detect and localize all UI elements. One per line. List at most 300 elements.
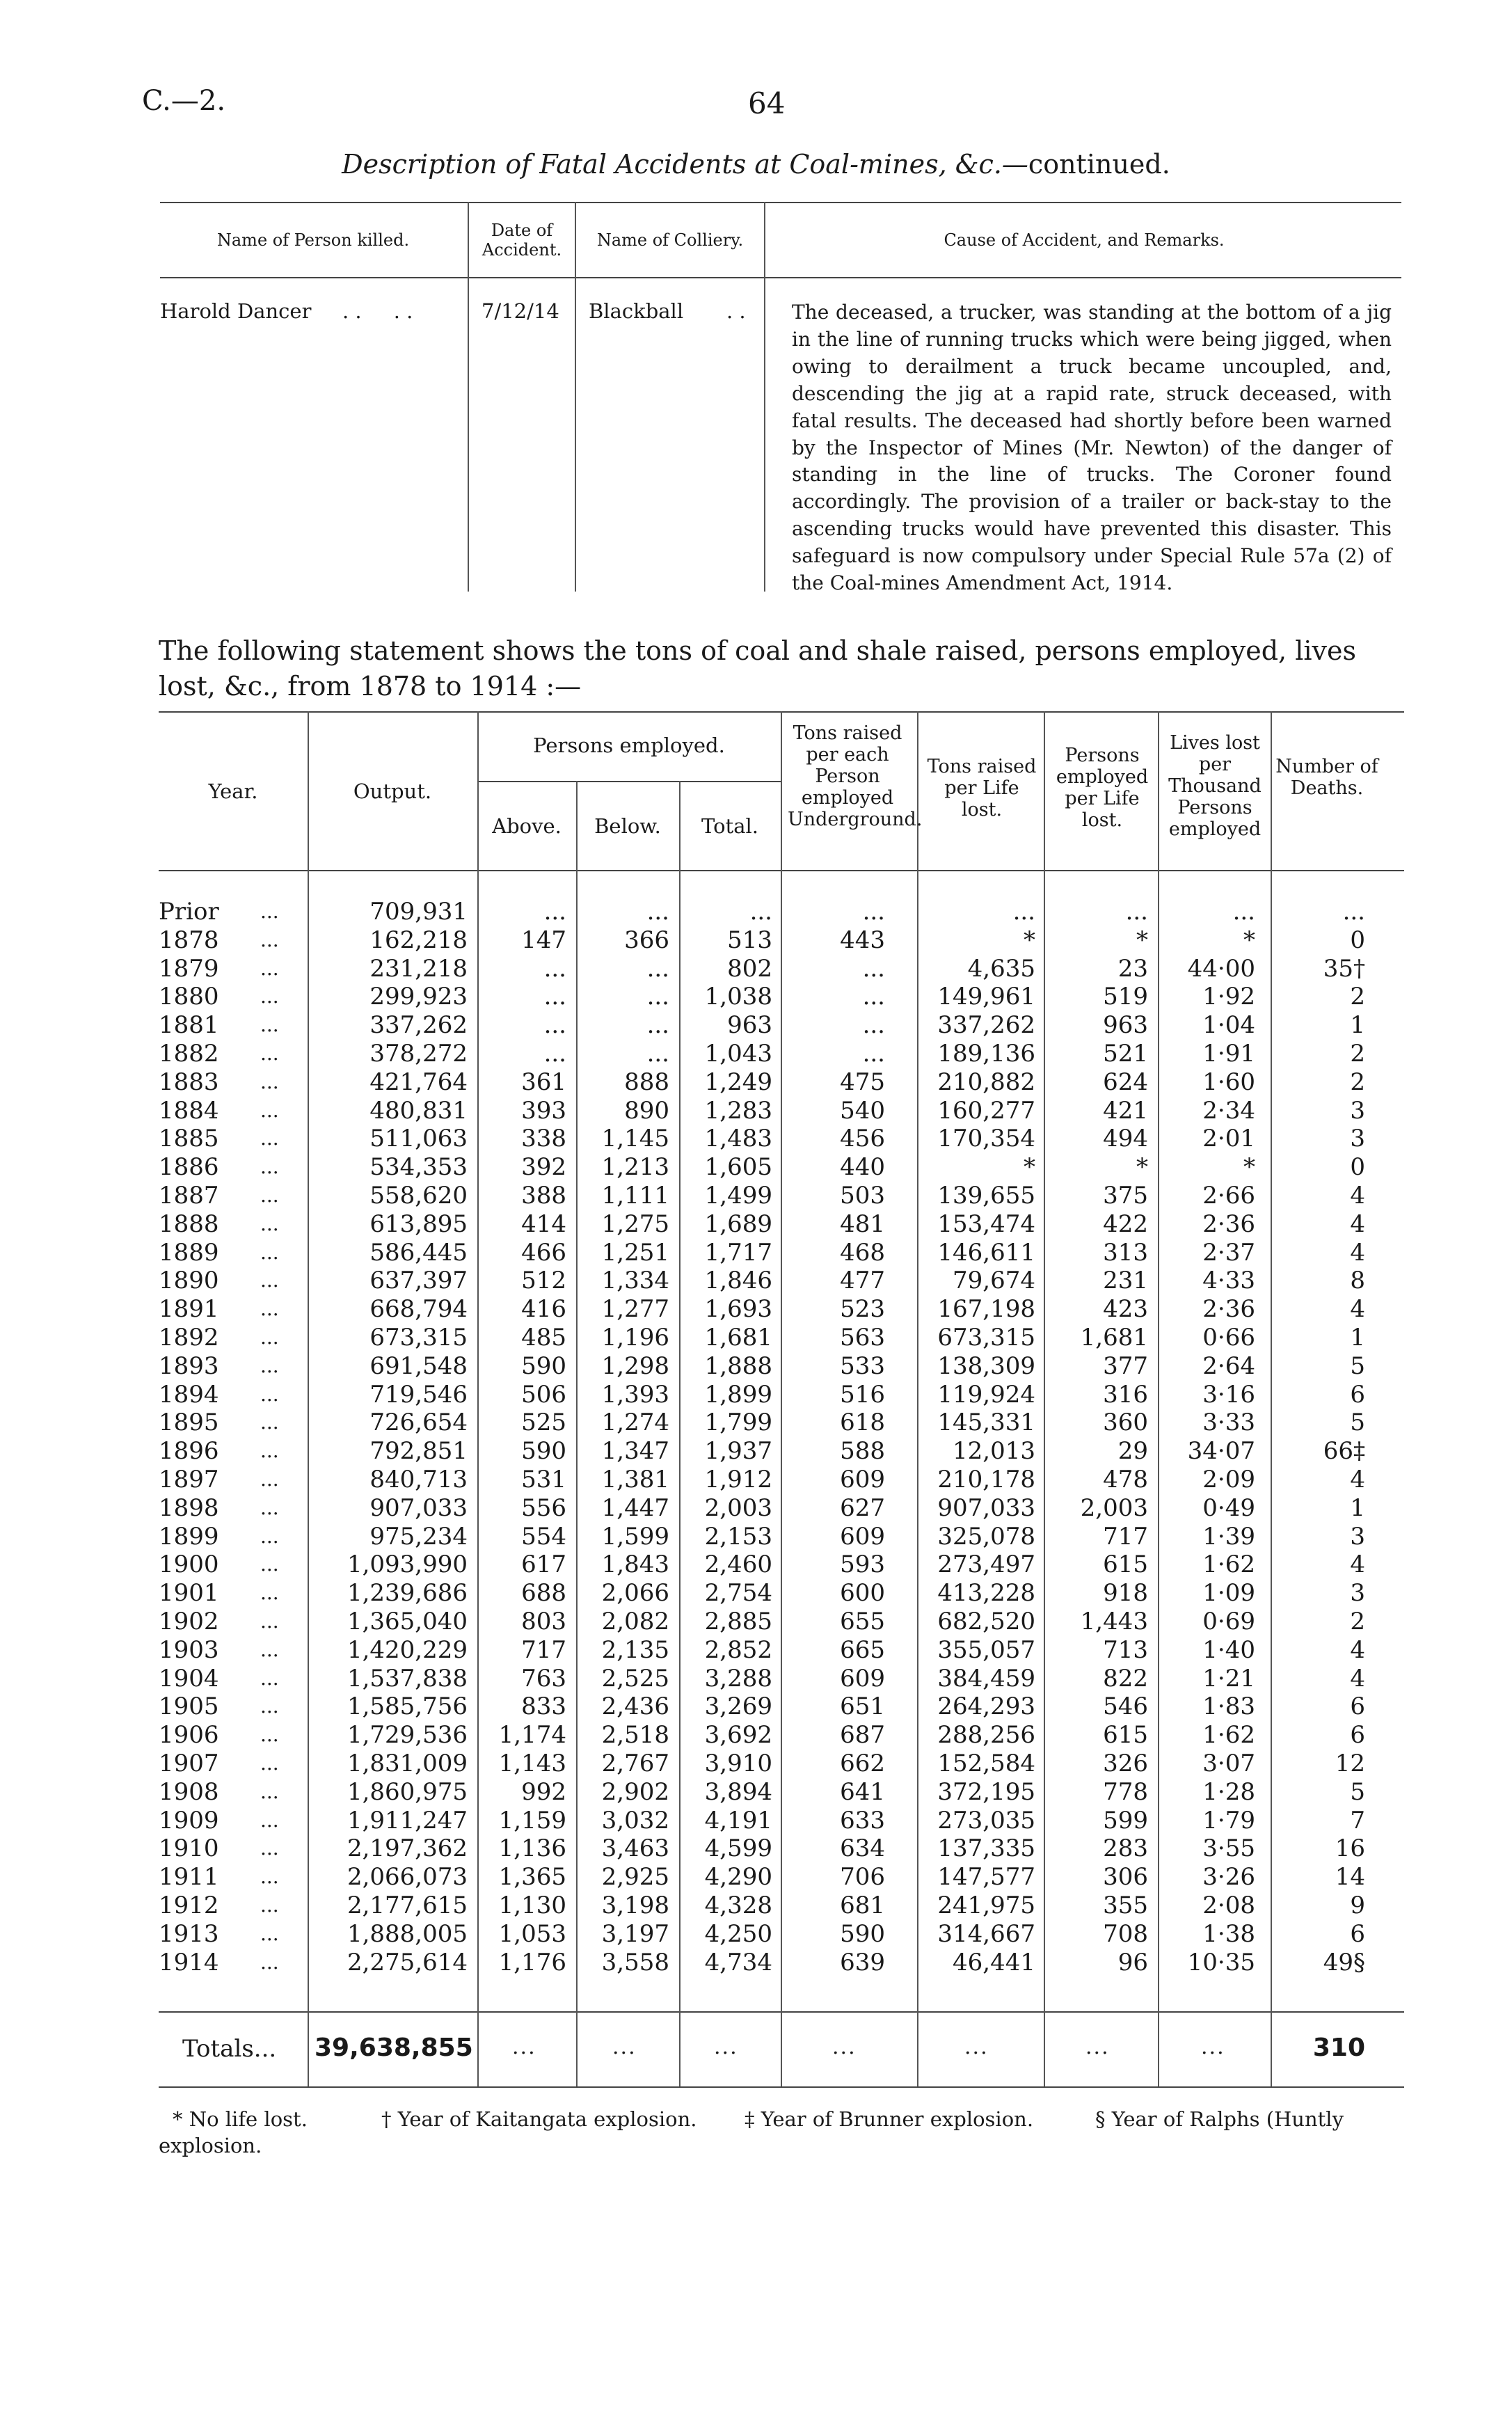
persons-per-life-cell: 546 xyxy=(1103,1693,1148,1721)
total-cell: 4,191 xyxy=(704,1806,772,1834)
lives-per-thousand-cell: 1·39 xyxy=(1202,1522,1255,1551)
output-cell: 534,353 xyxy=(369,1153,468,1182)
page-title xyxy=(0,149,1512,180)
colliery-leader-dots: . . xyxy=(726,299,746,323)
footnote-ralphs-cont: explosion. xyxy=(159,2134,262,2157)
above-cell: ... xyxy=(543,898,566,926)
tons-per-person-cell: 609 xyxy=(840,1664,885,1693)
year-cell: 1903 xyxy=(159,1635,219,1664)
year-leader-dots: ... xyxy=(260,1837,279,1860)
tons-per-life-cell: 46,441 xyxy=(953,1948,1035,1976)
lives-per-thousand-cell: 2·36 xyxy=(1202,1210,1255,1238)
persons-per-life-cell: 494 xyxy=(1103,1125,1148,1153)
tons-per-life-cell: 325,078 xyxy=(937,1522,1035,1551)
year-cell: 1907 xyxy=(159,1750,219,1777)
tons-per-person-cell: ... xyxy=(862,983,885,1011)
tons-per-life-cell: 413,228 xyxy=(937,1579,1035,1608)
total-cell: 1,038 xyxy=(704,983,772,1011)
year-cell: Prior xyxy=(159,898,219,926)
tons-per-life-cell: 384,459 xyxy=(937,1664,1035,1693)
lives-per-thousand-cell: 2·36 xyxy=(1202,1295,1255,1324)
above-cell: 1,130 xyxy=(498,1892,566,1919)
tons-per-person-cell: ... xyxy=(862,954,885,983)
title-main: Description of Fatal Accidents at Coal-mines, &c.— xyxy=(342,149,1028,180)
year-leader-dots: ... xyxy=(260,1439,279,1463)
persons-per-life-cell: 316 xyxy=(1103,1380,1148,1409)
tons-per-life-cell: 79,674 xyxy=(953,1267,1035,1295)
total-cell: 2,460 xyxy=(704,1551,772,1579)
year-cell: 1899 xyxy=(159,1522,219,1551)
tons-per-life-cell: 288,256 xyxy=(937,1721,1035,1750)
lives-per-thousand-cell: 2·37 xyxy=(1202,1238,1255,1267)
tons-per-person-cell: 533 xyxy=(840,1352,885,1380)
output-cell: 637,397 xyxy=(369,1267,468,1295)
total-cell: 1,043 xyxy=(704,1040,772,1068)
accident-col-divider xyxy=(468,202,469,592)
below-cell: 2,066 xyxy=(601,1579,669,1608)
below-cell: 2,135 xyxy=(601,1635,669,1664)
tons-per-life-cell: 189,136 xyxy=(937,1040,1035,1068)
above-cell: 485 xyxy=(521,1324,566,1352)
persons-per-life-cell: 283 xyxy=(1103,1834,1148,1863)
above-cell: 1,176 xyxy=(498,1948,566,1976)
header-number-of-deaths: Number of Deaths. xyxy=(1275,756,1378,800)
year-cell: 1914 xyxy=(159,1948,219,1976)
year-leader-dots: ... xyxy=(260,1524,279,1548)
persons-per-life-cell: 23 xyxy=(1117,954,1148,983)
deaths-cell: 6 xyxy=(1350,1919,1365,1948)
deaths-cell: 8 xyxy=(1350,1267,1365,1295)
persons-per-life-cell: 2,003 xyxy=(1080,1493,1148,1522)
tons-per-person-cell: 540 xyxy=(840,1096,885,1125)
year-cell: 1898 xyxy=(159,1493,219,1522)
above-cell: 1,159 xyxy=(498,1806,566,1834)
below-cell: 890 xyxy=(624,1096,669,1125)
year-cell: 1896 xyxy=(159,1437,219,1466)
year-leader-dots: ... xyxy=(260,1666,279,1690)
lives-per-thousand-cell: 4·33 xyxy=(1202,1267,1255,1295)
tons-per-person-cell: 563 xyxy=(840,1324,885,1352)
lives-per-thousand-cell: 1·83 xyxy=(1202,1693,1255,1721)
persons-per-life-cell: 713 xyxy=(1103,1635,1148,1664)
tons-per-life-cell: 139,655 xyxy=(937,1182,1035,1210)
above-cell: 416 xyxy=(521,1295,566,1324)
below-cell: 1,145 xyxy=(601,1125,669,1153)
year-leader-dots: ... xyxy=(260,1127,279,1150)
above-cell: 392 xyxy=(521,1153,566,1182)
above-cell: 1,174 xyxy=(498,1721,566,1750)
above-cell: 361 xyxy=(521,1068,566,1096)
lives-per-thousand-cell: 1·21 xyxy=(1202,1664,1255,1693)
tons-per-person-cell: 655 xyxy=(840,1608,885,1635)
tons-per-person-cell: 609 xyxy=(840,1522,885,1551)
total-cell: 3,269 xyxy=(704,1693,772,1721)
total-cell: 802 xyxy=(727,954,772,983)
year-leader-dots: ... xyxy=(260,956,279,980)
tons-per-life-cell: 153,474 xyxy=(937,1210,1035,1238)
total-cell: 1,937 xyxy=(704,1437,772,1466)
output-cell: 1,365,040 xyxy=(347,1608,468,1635)
year-cell: 1878 xyxy=(159,926,219,954)
totals-dots: ... xyxy=(1085,2035,1110,2059)
header-tons-per-person: Tons raised per each Person employed Underground. xyxy=(788,722,923,831)
below-cell: 1,298 xyxy=(601,1352,669,1380)
above-cell: 554 xyxy=(521,1522,566,1551)
year-cell: 1894 xyxy=(159,1380,219,1409)
year-leader-dots: ... xyxy=(260,1780,279,1803)
output-cell: 1,911,247 xyxy=(347,1806,468,1834)
below-cell: 1,393 xyxy=(601,1380,669,1409)
deaths-cell: 5 xyxy=(1350,1777,1365,1806)
output-cell: 1,537,838 xyxy=(347,1664,468,1693)
year-leader-dots: ... xyxy=(260,928,279,951)
year-cell: 1902 xyxy=(159,1608,219,1635)
below-cell: 3,558 xyxy=(601,1948,669,1976)
lives-per-thousand-cell: 0·69 xyxy=(1202,1608,1255,1635)
year-cell: 1890 xyxy=(159,1267,219,1295)
tons-per-person-cell: 687 xyxy=(840,1721,885,1750)
tons-per-person-cell: ... xyxy=(862,1011,885,1040)
below-cell: ... xyxy=(646,1011,669,1040)
deaths-cell: 2 xyxy=(1350,1040,1365,1068)
deaths-cell: 16 xyxy=(1335,1834,1365,1863)
above-cell: 1,143 xyxy=(498,1750,566,1777)
lives-per-thousand-cell: 2·08 xyxy=(1202,1892,1255,1919)
persons-per-life-cell: 478 xyxy=(1103,1466,1148,1493)
deaths-cell: 3 xyxy=(1350,1125,1365,1153)
person-name: Harold Dancer xyxy=(160,299,312,323)
tons-per-person-cell: 443 xyxy=(840,926,885,954)
total-cell: 1,717 xyxy=(704,1238,772,1267)
persons-per-life-cell: 963 xyxy=(1103,1011,1148,1040)
year-cell: 1887 xyxy=(159,1182,219,1210)
tons-per-person-cell: 523 xyxy=(840,1295,885,1324)
tons-per-life-cell: 137,335 xyxy=(937,1834,1035,1863)
output-cell: 668,794 xyxy=(369,1295,468,1324)
tons-per-life-cell: * xyxy=(1024,1153,1035,1182)
title-continued: continued. xyxy=(1028,149,1170,180)
output-cell: 337,262 xyxy=(369,1011,468,1040)
tons-per-life-cell: 372,195 xyxy=(937,1777,1035,1806)
deaths-cell: 4 xyxy=(1350,1551,1365,1579)
below-cell: 1,599 xyxy=(601,1522,669,1551)
year-cell: 1881 xyxy=(159,1011,219,1040)
total-cell: 1,499 xyxy=(704,1182,772,1210)
tons-per-person-cell: 651 xyxy=(840,1693,885,1721)
totals-deaths: 310 xyxy=(1312,2034,1365,2062)
year-cell: 1897 xyxy=(159,1466,219,1493)
lives-per-thousand-cell: 3·16 xyxy=(1202,1380,1255,1409)
below-cell: 2,525 xyxy=(601,1664,669,1693)
year-cell: 1892 xyxy=(159,1324,219,1352)
output-cell: 975,234 xyxy=(369,1522,468,1551)
accident-col-divider xyxy=(764,202,765,592)
above-cell: 833 xyxy=(521,1693,566,1721)
year-leader-dots: ... xyxy=(260,1695,279,1718)
lives-per-thousand-cell: 1·09 xyxy=(1202,1579,1255,1608)
year-cell: 1893 xyxy=(159,1352,219,1380)
lives-per-thousand-cell: * xyxy=(1243,1153,1255,1182)
year-cell: 1904 xyxy=(159,1664,219,1693)
year-leader-dots: ... xyxy=(260,1070,279,1093)
total-cell: 2,754 xyxy=(704,1579,772,1608)
tons-per-life-cell: 146,611 xyxy=(937,1238,1035,1267)
year-cell: 1911 xyxy=(159,1863,219,1892)
deaths-cell: 12 xyxy=(1335,1750,1365,1777)
above-cell: ... xyxy=(543,1011,566,1040)
persons-per-life-cell: 615 xyxy=(1103,1721,1148,1750)
total-cell: 2,852 xyxy=(704,1635,772,1664)
tons-per-person-cell: ... xyxy=(862,898,885,926)
total-cell: 1,689 xyxy=(704,1210,772,1238)
year-leader-dots: ... xyxy=(260,1326,279,1349)
year-cell: 1889 xyxy=(159,1238,219,1267)
lives-per-thousand-cell: 3·26 xyxy=(1202,1863,1255,1892)
footnote-kaitangata: † Year of Kaitangata explosion. xyxy=(381,2107,697,2131)
footnote-no-life: * No life lost. xyxy=(173,2107,308,2131)
above-cell: 688 xyxy=(521,1579,566,1608)
total-cell: 513 xyxy=(727,926,772,954)
below-cell: 2,436 xyxy=(601,1693,669,1721)
year-leader-dots: ... xyxy=(260,1098,279,1122)
year-cell: 1885 xyxy=(159,1125,219,1153)
output-cell: 2,275,614 xyxy=(347,1948,468,1976)
year-cell: 1888 xyxy=(159,1210,219,1238)
header-total: Total. xyxy=(701,814,758,838)
deaths-cell: 4 xyxy=(1350,1466,1365,1493)
year-leader-dots: ... xyxy=(260,1950,279,1974)
accident-date: 7/12/14 xyxy=(482,299,559,323)
output-cell: 792,851 xyxy=(369,1437,468,1466)
deaths-cell: 2 xyxy=(1350,1608,1365,1635)
persons-per-life-cell: 421 xyxy=(1103,1096,1148,1125)
deaths-cell: 3 xyxy=(1350,1096,1365,1125)
tons-per-person-cell: 639 xyxy=(840,1948,885,1976)
tons-per-life-cell: 210,882 xyxy=(937,1068,1035,1096)
year-leader-dots: ... xyxy=(260,1354,279,1377)
above-cell: 1,136 xyxy=(498,1834,566,1863)
persons-per-life-cell: * xyxy=(1136,1153,1148,1182)
output-cell: 1,420,229 xyxy=(347,1635,468,1664)
lives-per-thousand-cell: * xyxy=(1243,926,1255,954)
tons-per-life-cell: * xyxy=(1024,926,1035,954)
persons-per-life-cell: 375 xyxy=(1103,1182,1148,1210)
above-cell: ... xyxy=(543,983,566,1011)
output-cell: 1,239,686 xyxy=(347,1579,468,1608)
total-cell: 1,912 xyxy=(704,1466,772,1493)
tons-per-person-cell: ... xyxy=(862,1040,885,1068)
below-cell: 2,902 xyxy=(601,1777,669,1806)
year-leader-dots: ... xyxy=(260,985,279,1008)
output-cell: 586,445 xyxy=(369,1238,468,1267)
output-cell: 907,033 xyxy=(369,1493,468,1522)
below-cell: ... xyxy=(646,1040,669,1068)
tons-per-life-cell: 167,198 xyxy=(937,1295,1035,1324)
above-cell: 147 xyxy=(521,926,566,954)
persons-per-life-cell: 1,443 xyxy=(1080,1608,1148,1635)
year-leader-dots: ... xyxy=(260,1297,279,1321)
persons-per-life-cell: * xyxy=(1136,926,1148,954)
tons-per-person-cell: 641 xyxy=(840,1777,885,1806)
lives-per-thousand-cell: 3·33 xyxy=(1202,1409,1255,1437)
above-cell: 414 xyxy=(521,1210,566,1238)
output-cell: 162,218 xyxy=(369,926,468,954)
year-leader-dots: ... xyxy=(260,1752,279,1775)
year-leader-dots: ... xyxy=(260,900,279,923)
output-cell: 709,931 xyxy=(369,898,468,926)
tons-per-person-cell: 609 xyxy=(840,1466,885,1493)
persons-per-life-cell: 708 xyxy=(1103,1919,1148,1948)
year-leader-dots: ... xyxy=(260,1496,279,1519)
lives-per-thousand-cell: 10·35 xyxy=(1187,1948,1255,1976)
tons-per-life-cell: 314,667 xyxy=(937,1919,1035,1948)
below-cell: 1,274 xyxy=(601,1409,669,1437)
year-leader-dots: ... xyxy=(260,1581,279,1605)
below-cell: 1,334 xyxy=(601,1267,669,1295)
total-cell: 1,888 xyxy=(704,1352,772,1380)
lives-per-thousand-cell: 2·01 xyxy=(1202,1125,1255,1153)
above-cell: ... xyxy=(543,1040,566,1068)
tons-per-life-cell: 145,331 xyxy=(937,1409,1035,1437)
header-lives-per-thousand: Lives lost per Thousand Persons employed xyxy=(1168,732,1262,841)
deaths-cell: 5 xyxy=(1350,1409,1365,1437)
lives-per-thousand-cell: 1·04 xyxy=(1202,1011,1255,1040)
tons-per-person-cell: 475 xyxy=(840,1068,885,1096)
above-cell: 556 xyxy=(521,1493,566,1522)
lives-per-thousand-cell: 2·09 xyxy=(1202,1466,1255,1493)
year-cell: 1905 xyxy=(159,1693,219,1721)
below-cell: 3,198 xyxy=(601,1892,669,1919)
statement-intro: The following statement shows the tons of coal and shale raised, persons employed, lives lost, &c., from 1878 to 1914 :— xyxy=(159,635,1356,702)
persons-per-life-cell: 360 xyxy=(1103,1409,1148,1437)
persons-per-life-cell: 599 xyxy=(1103,1806,1148,1834)
below-cell: 1,347 xyxy=(601,1437,669,1466)
output-cell: 378,272 xyxy=(369,1040,468,1068)
tons-per-life-cell: 673,315 xyxy=(937,1324,1035,1352)
year-cell: 1901 xyxy=(159,1579,219,1608)
header-above: Above. xyxy=(492,814,562,838)
tons-per-life-cell: 355,057 xyxy=(937,1635,1035,1664)
deaths-cell: 1 xyxy=(1350,1011,1365,1040)
tons-per-life-cell: 152,584 xyxy=(937,1750,1035,1777)
header-tons-per-life: Tons raised per Life lost. xyxy=(927,756,1037,821)
tons-per-life-cell: 264,293 xyxy=(937,1693,1035,1721)
tons-per-person-cell: 681 xyxy=(840,1892,885,1919)
total-cell: 4,290 xyxy=(704,1863,772,1892)
lives-per-thousand-cell: 1·62 xyxy=(1202,1721,1255,1750)
year-cell: 1880 xyxy=(159,983,219,1011)
year-leader-dots: ... xyxy=(260,1013,279,1037)
persons-per-life-cell: 918 xyxy=(1103,1579,1148,1608)
below-cell: 3,463 xyxy=(601,1834,669,1863)
above-cell: 338 xyxy=(521,1125,566,1153)
page-number: 64 xyxy=(748,86,786,120)
deaths-cell: 4 xyxy=(1350,1238,1365,1267)
persons-per-life-cell: 355 xyxy=(1103,1892,1148,1919)
tons-per-person-cell: 440 xyxy=(840,1153,885,1182)
output-cell: 719,546 xyxy=(369,1380,468,1409)
year-leader-dots: ... xyxy=(260,1894,279,1917)
accident-col-divider xyxy=(575,202,576,592)
total-cell: 2,153 xyxy=(704,1522,772,1551)
below-cell: 2,925 xyxy=(601,1863,669,1892)
tons-per-person-cell: 600 xyxy=(840,1579,885,1608)
below-cell: 1,275 xyxy=(601,1210,669,1238)
total-cell: 1,899 xyxy=(704,1380,772,1409)
deaths-cell: 5 xyxy=(1350,1352,1365,1380)
year-leader-dots: ... xyxy=(260,1411,279,1434)
persons-per-life-cell: 231 xyxy=(1103,1267,1148,1295)
tons-per-person-cell: 634 xyxy=(840,1834,885,1863)
year-leader-dots: ... xyxy=(260,1155,279,1179)
total-cell: 4,734 xyxy=(704,1948,772,1976)
lives-per-thousand-cell: 2·64 xyxy=(1202,1352,1255,1380)
total-cell: 4,599 xyxy=(704,1834,772,1863)
year-cell: 1912 xyxy=(159,1892,219,1919)
persons-per-life-cell: 306 xyxy=(1103,1863,1148,1892)
tons-per-life-cell: ... xyxy=(1012,898,1035,926)
year-leader-dots: ... xyxy=(260,1553,279,1576)
year-cell: 1910 xyxy=(159,1834,219,1863)
tons-per-person-cell: 590 xyxy=(840,1919,885,1948)
below-cell: 1,111 xyxy=(601,1182,669,1210)
lives-per-thousand-cell: 1·62 xyxy=(1202,1551,1255,1579)
total-cell: 1,799 xyxy=(704,1409,772,1437)
above-cell: 617 xyxy=(521,1551,566,1579)
year-cell: 1891 xyxy=(159,1295,219,1324)
tons-per-person-cell: 593 xyxy=(840,1551,885,1579)
above-cell: 525 xyxy=(521,1409,566,1437)
col-header-date: Date of Accident. xyxy=(482,221,562,260)
total-cell: 3,894 xyxy=(704,1777,772,1806)
deaths-cell: 0 xyxy=(1350,1153,1365,1182)
total-cell: 3,910 xyxy=(704,1750,772,1777)
above-cell: 393 xyxy=(521,1096,566,1125)
tons-per-person-cell: 627 xyxy=(840,1493,885,1522)
above-cell: 590 xyxy=(521,1352,566,1380)
year-leader-dots: ... xyxy=(260,1808,279,1832)
lives-per-thousand-cell: 1·92 xyxy=(1202,983,1255,1011)
persons-per-life-cell: 615 xyxy=(1103,1551,1148,1579)
persons-per-life-cell: 422 xyxy=(1103,1210,1148,1238)
header-below: Below. xyxy=(594,814,661,838)
below-cell: 2,767 xyxy=(601,1750,669,1777)
below-cell: 1,447 xyxy=(601,1493,669,1522)
below-cell: 888 xyxy=(624,1068,669,1096)
totals-dots: ... xyxy=(832,2035,857,2059)
col-header-name: Name of Person killed. xyxy=(216,230,410,250)
deaths-cell: 4 xyxy=(1350,1664,1365,1693)
tons-per-person-cell: 468 xyxy=(840,1238,885,1267)
totals-dots: ... xyxy=(964,2035,989,2059)
tons-per-person-cell: 633 xyxy=(840,1806,885,1834)
total-cell: 1,249 xyxy=(704,1068,772,1096)
below-cell: ... xyxy=(646,954,669,983)
above-cell: 531 xyxy=(521,1466,566,1493)
persons-per-life-cell: 624 xyxy=(1103,1068,1148,1096)
year-cell: 1879 xyxy=(159,954,219,983)
deaths-cell: 1 xyxy=(1350,1493,1365,1522)
year-leader-dots: ... xyxy=(260,1240,279,1264)
tons-per-person-cell: 503 xyxy=(840,1182,885,1210)
deaths-cell: 2 xyxy=(1350,983,1365,1011)
persons-per-life-cell: 96 xyxy=(1117,1948,1148,1976)
deaths-cell: 2 xyxy=(1350,1068,1365,1096)
deaths-cell: 0 xyxy=(1350,926,1365,954)
deaths-cell: 6 xyxy=(1350,1380,1365,1409)
lives-per-thousand-cell: ... xyxy=(1232,898,1255,926)
total-cell: 1,681 xyxy=(704,1324,772,1352)
